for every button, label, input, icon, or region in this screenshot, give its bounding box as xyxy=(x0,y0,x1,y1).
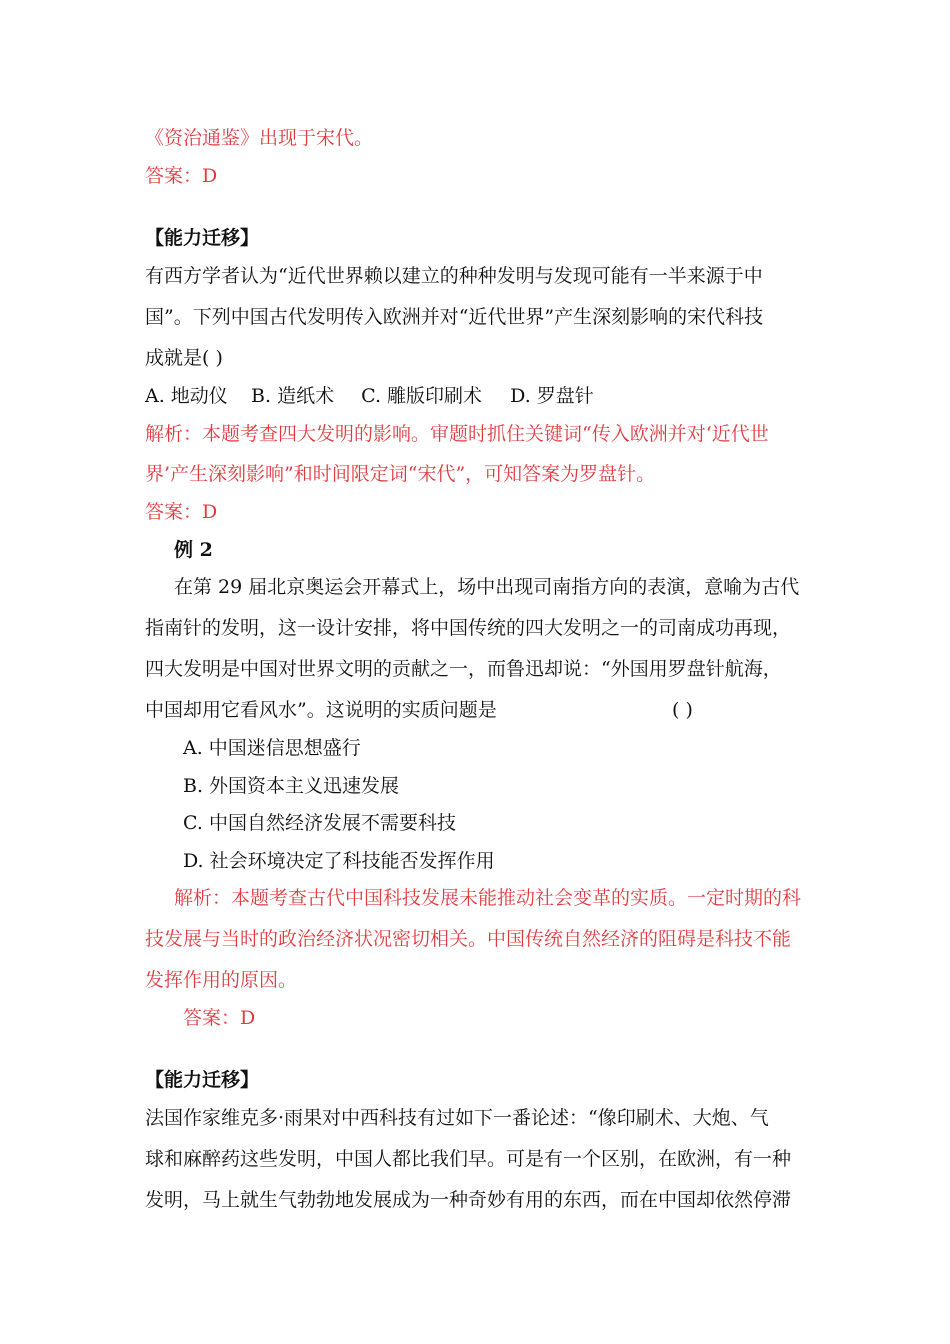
section-heading: 【能力迁移】 xyxy=(145,227,260,249)
question-line: 成就是( ) xyxy=(145,347,223,369)
example-label: 例 2 xyxy=(174,539,213,561)
answer-bracket: ( ) xyxy=(672,699,693,721)
option-b: B. 造纸术 xyxy=(251,385,335,407)
option-d: D. 社会环境决定了科技能否发挥作用 xyxy=(183,850,495,872)
option-c: C. 中国自然经济发展不需要科技 xyxy=(183,812,456,834)
analysis-line: 技发展与当时的政治经济状况密切相关。中国传统自然经济的阻碍是科技不能 xyxy=(145,928,792,950)
analysis-line: 发挥作用的原因。 xyxy=(145,969,298,991)
question-line: 球和麻醉药这些发明，中国人都比我们早。可是有一个区别，在欧洲，有一种 xyxy=(145,1148,792,1170)
answer: 答案：D xyxy=(145,501,218,523)
answer: 答案：D xyxy=(145,165,218,187)
analysis-tail: 《资治通鉴》出现于宋代。 xyxy=(145,127,374,149)
question-line: 指南针的发明，这一设计安排，将中国传统的四大发明之一的司南成功再现， xyxy=(145,617,792,639)
question-line: 法国作家维克多·雨果对中西科技有过如下一番论述：“像印刷术、大炮、气 xyxy=(145,1107,769,1129)
question-line: 国”。下列中国古代发明传入欧洲并对“近代世界”产生深刻影响的宋代科技 xyxy=(145,306,764,328)
analysis-line: 解析：本题考查古代中国科技发展未能推动社会变革的实质。一定时期的科 xyxy=(174,887,802,909)
analysis-line: 界’产生深刻影响”和时间限定词“宋代”，可知答案为罗盘针。 xyxy=(145,463,656,485)
option-d: D. 罗盘针 xyxy=(510,385,594,407)
options-row xyxy=(145,384,810,408)
section-heading: 【能力迁移】 xyxy=(145,1069,260,1091)
option-c: C. 雕版印刷术 xyxy=(361,385,483,407)
question-line: 发明，马上就生气勃勃地发展成为一种奇妙有用的东西，而在中国却依然停滞 xyxy=(145,1189,792,1211)
option-a: A. 地动仪 xyxy=(145,385,228,407)
question-line: 四大发明是中国对世界文明的贡献之一，而鲁迅却说：“外国用罗盘针航海， xyxy=(145,658,782,680)
question-line: 中国却用它看风水”。这说明的实质问题是 xyxy=(145,699,497,721)
answer: 答案：D xyxy=(183,1007,256,1029)
option-a: A. 中国迷信思想盛行 xyxy=(183,737,361,759)
question-line: 在第 29 届北京奥运会开幕式上，场中出现司南指方向的表演，意喻为古代 xyxy=(174,576,800,598)
question-line: 有西方学者认为“近代世界赖以建立的种种发明与发现可能有一半来源于中 xyxy=(145,265,763,287)
analysis-line: 解析：本题考查四大发明的影响。审题时抓住关键词“传入欧洲并对‘近代世 xyxy=(145,423,769,445)
option-b: B. 外国资本主义迅速发展 xyxy=(183,775,400,797)
